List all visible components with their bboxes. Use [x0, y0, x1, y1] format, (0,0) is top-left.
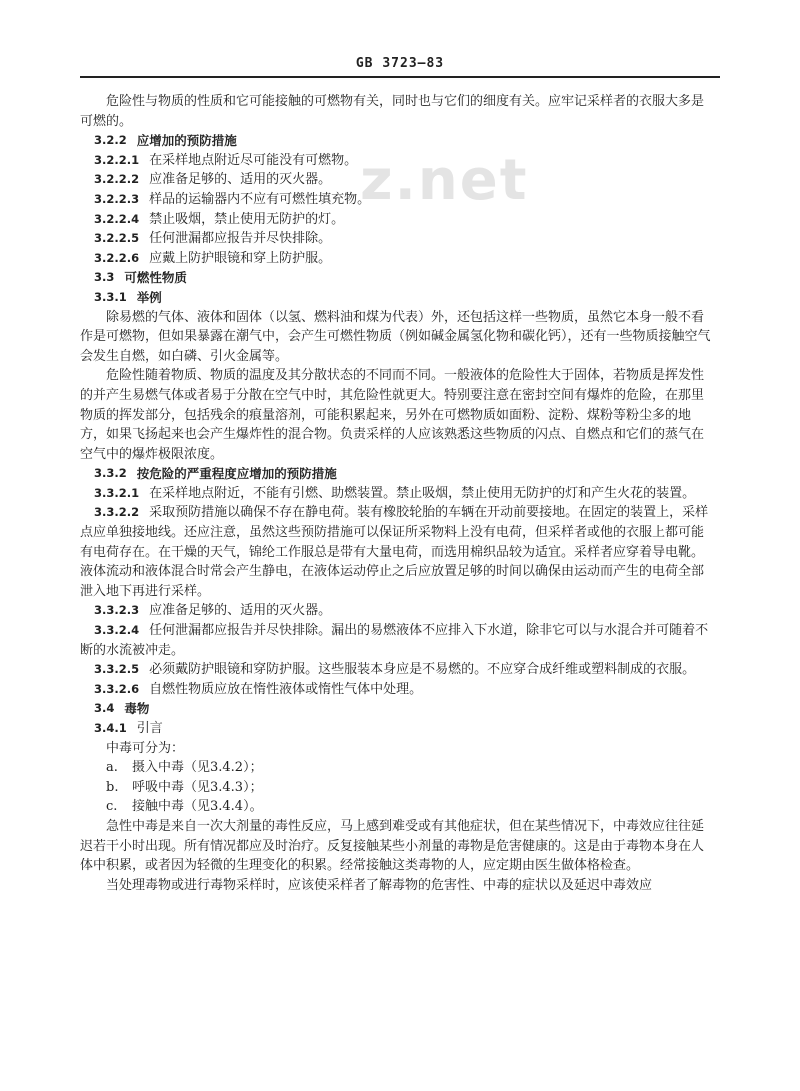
clause-number: 3.2.2.4: [94, 211, 140, 226]
clause: [80, 621, 715, 660]
clause-number: 3.3.2.4: [94, 623, 140, 638]
clause-text: 样品的运输器内不应有可燃性填充物。: [149, 191, 371, 207]
section-title: 毒物: [124, 701, 150, 717]
clause-text: 应准备足够的、适用的灭火器。: [149, 603, 332, 619]
list-marker: b.: [106, 779, 119, 795]
list-marker: a.: [106, 760, 118, 776]
clause-number: 3.3.2.6: [94, 681, 140, 696]
paragraph: 当处理毒物或进行毒物采样时，应该使采样者了解毒物的危害性、中毒的症状以及延迟中毒效应: [106, 877, 653, 893]
watermark: z.net: [360, 148, 529, 213]
section-number: 3.3.1: [94, 289, 127, 304]
section-heading: [80, 131, 715, 151]
list-item: [80, 778, 715, 798]
clause-number: 3.3.2.1: [94, 485, 140, 500]
list-text: 呼吸中毒（见3.4.3）；: [132, 779, 263, 795]
section-heading: [80, 268, 715, 288]
clause: [80, 170, 715, 190]
list-item: [80, 797, 715, 817]
section-title: 引言: [136, 721, 163, 736]
clause-number: 3.2.2.5: [94, 231, 140, 246]
section-heading: [80, 464, 715, 484]
clause-number: 3.2.2.2: [94, 172, 140, 187]
clause-number: 3.2.2.3: [94, 191, 140, 206]
list-marker: c.: [106, 799, 118, 815]
section-title: 按危险的严重程度应增加的预防措施: [136, 466, 337, 482]
section-title: 应增加的预防措施: [136, 133, 237, 149]
paragraph: 除易燃的气体、液体和固体（以氢、燃料油和煤为代表）外，还包括这样一些物质，虽然它本身一般不看作是可燃物，但如果暴露在潮气中，会产生可燃性物质（例如碱金属氢化物和碳化钙），还有一些物质接触空气会发生自燃，如白磷、引火金属等。: [80, 309, 711, 364]
section-title: 可燃性物质: [124, 270, 187, 286]
paragraph: 中毒可分为：: [106, 740, 185, 756]
clause-number: 3.3.2.3: [94, 603, 140, 618]
list-text: 接触中毒（见3.4.4）。: [132, 799, 263, 815]
section-title: 举例: [136, 289, 162, 305]
clause: [80, 503, 715, 601]
section-heading: [80, 699, 715, 719]
clause-number: 3.2.2.6: [94, 250, 140, 265]
clause: [80, 601, 715, 621]
clause-text: 任何泄漏都应报告并尽快排除。漏出的易燃液体不应排入下水道，除非它可以与水混合并可随着不断的水流被冲走。: [80, 623, 709, 658]
clause-text: 在采样地点附近，不能有引燃、助燃装置。禁止吸烟，禁止使用无防护的灯和产生火花的装置。: [149, 485, 696, 501]
clause-number: 3.3.2.5: [94, 662, 140, 677]
document-body: [80, 92, 715, 895]
clause: [80, 484, 715, 504]
paragraph: 急性中毒是来自一次大剂量的毒性反应，马上感到难受或有其他症状，但在某些情况下，中毒效应往往延迟若干小时出现。所有情况都应及时治疗。反复接触某些小剂量的毒物是危害健康的。这是由于毒物本身在人体中积累，或者因为轻微的生理变化的积累。经常接触这类毒物的人，应定期由医生做体格检查。: [80, 818, 705, 874]
paragraph: 危险性与物质的性质和它可能接触的可燃物有关，同时也与它们的细度有关。应牢记采样者的衣服大多是可燃的。: [80, 94, 705, 129]
clause-text: 采取预防措施以确保不存在静电荷。装有橡胶轮胎的车辆在开动前要接地。在固定的装置上，采样点应单独接地线。还应注意，虽然这些预防措施可以保证所采物料上没有电荷，但采样者或他的衣服上都可能有电荷存在。在干燥的天气，锦纶工作服总是带有大量电荷，而选用棉织品较为适宜。采样者应穿着导电靴。液体流动和液体混合时常会产生静电，在液体运动停止之后应放置足够的时间以确保由运动而产生的电荷全部泄入地下再进行采样。: [80, 505, 709, 599]
clause-text: 任何泄漏都应报告并尽快排除。: [149, 231, 332, 247]
clause: [80, 190, 715, 210]
page-header: [80, 56, 720, 78]
clause-text: 禁止吸烟，禁止使用无防护的灯。: [149, 211, 345, 227]
section-number: 3.3: [94, 270, 115, 285]
list-item: [80, 758, 715, 778]
clause-text: 应戴上防护眼镜和穿上防护服。: [149, 250, 332, 266]
section-heading: [80, 719, 715, 739]
clause-number: 3.3.2.2: [94, 505, 140, 520]
clause-text: 在采样地点附近尽可能没有可燃物。: [149, 152, 358, 168]
section-heading: [80, 288, 715, 308]
clause-text: 应准备足够的、适用的灭火器。: [149, 172, 332, 188]
list-text: 摄入中毒（见3.4.2）；: [132, 760, 263, 776]
section-number: 3.4: [94, 701, 115, 716]
paragraph: 危险性随着物质、物质的温度及其分散状态的不同而不同。一般液体的危险性大于固体，若物质是挥发性的并产生易燃气体或者易于分散在空气中时，其危险性就更大。特别要注意在密封空间有爆炸的危险，在那里物质的挥发部分，包括残余的痕量溶剂，可能积累起来，另外在可燃物质如面粉、淀粉、煤粉等粉尘多的地方，如果飞扬起来也会产生爆炸性的混合物。负责采样的人应该熟悉这些物质的闪点、自燃点和它们的蒸气在空气中的爆炸极限浓度。: [80, 368, 705, 462]
clause: [80, 210, 715, 230]
clause-text: 必须戴防护眼镜和穿防护服。这些服装本身应是不易燃的。不应穿合成纤维或塑料制成的衣服。: [149, 662, 696, 678]
clause: [80, 249, 715, 269]
standard-number: GB 3723—83: [355, 56, 445, 71]
section-number: 3.3.2: [94, 466, 127, 481]
clause-number: 3.2.2.1: [94, 152, 140, 167]
clause: [80, 680, 715, 700]
clause-text: 自燃性物质应放在惰性液体或惰性气体中处理。: [149, 681, 423, 697]
clause: [80, 229, 715, 249]
section-number: 3.2.2: [94, 133, 127, 148]
clause: [80, 660, 715, 680]
clause: [80, 151, 715, 171]
section-number: 3.4.1: [94, 721, 127, 735]
